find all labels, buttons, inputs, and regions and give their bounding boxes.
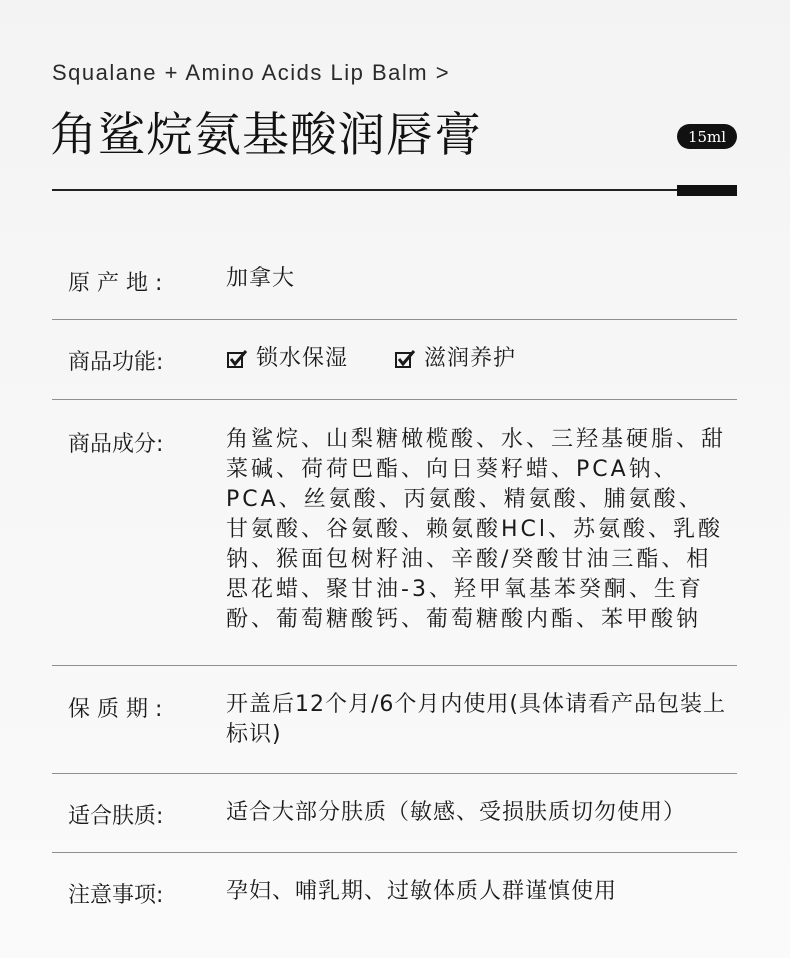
spec-value-origin: 加拿大 [226,266,296,291]
spec-label-precautions: 注意事项: [68,883,164,908]
spec-row-origin [52,266,737,320]
spec-label-origin: 原 产 地 : [68,271,163,296]
feature-item [394,345,516,373]
spec-label-shelf-life: 保 质 期 : [68,697,163,722]
spec-value-functions [226,345,726,378]
checkbox-check-icon [394,348,416,370]
product-title: 角鲨烷氨基酸润唇膏 [50,108,482,163]
checkbox-check-icon [226,348,248,370]
feature-item [226,345,348,373]
feature-label: 锁水保湿 [256,346,349,371]
spec-label-skin-type: 适合肤质: [68,804,164,829]
spec-value-ingredients: 角鲨烷、山梨糖橄榄酸、水、三羟基硬脂、甜菜碱、荷荷巴酯、向日葵籽蜡、PCA钠、PCA、丝氨酸、丙氨酸、精氨酸、脯氨酸、甘氨酸、谷氨酸、赖氨酸HCl、苏氨酸、乳酸钠、猴面包树籽油、辛酸/癸酸甘油三酯、相思花蜡、聚甘油-3、羟甲氧基苯癸酮、生育酚、葡萄糖酸钙、葡萄糖酸内酯、苯甲酸钠 [226,427,727,632]
spec-row-skin-type [52,799,737,853]
spec-row-functions [52,345,737,400]
spec-label-ingredients: 商品成分: [68,432,164,457]
spec-value-precautions: 孕妇、哺乳期、过敏体质人群谨慎使用 [226,879,618,904]
header-divider [52,189,678,191]
spec-row-ingredients [52,425,737,666]
volume-badge: 15ml [677,124,737,149]
spec-value-skin-type: 适合大部分肤质（敏感、受损肤质切勿使用） [226,800,687,825]
product-subtitle: Squalane + Amino Acids Lip Balm > [52,60,451,85]
spec-value-shelf-life: 开盖后12个月/6个月内使用(具体请看产品包装上标识) [226,692,726,747]
feature-label: 滋润养护 [424,346,517,371]
spec-row-precautions [52,878,737,918]
spec-label-functions: 商品功能: [68,350,164,375]
spec-row-shelf-life [52,690,737,774]
header-divider-accent [677,185,737,196]
